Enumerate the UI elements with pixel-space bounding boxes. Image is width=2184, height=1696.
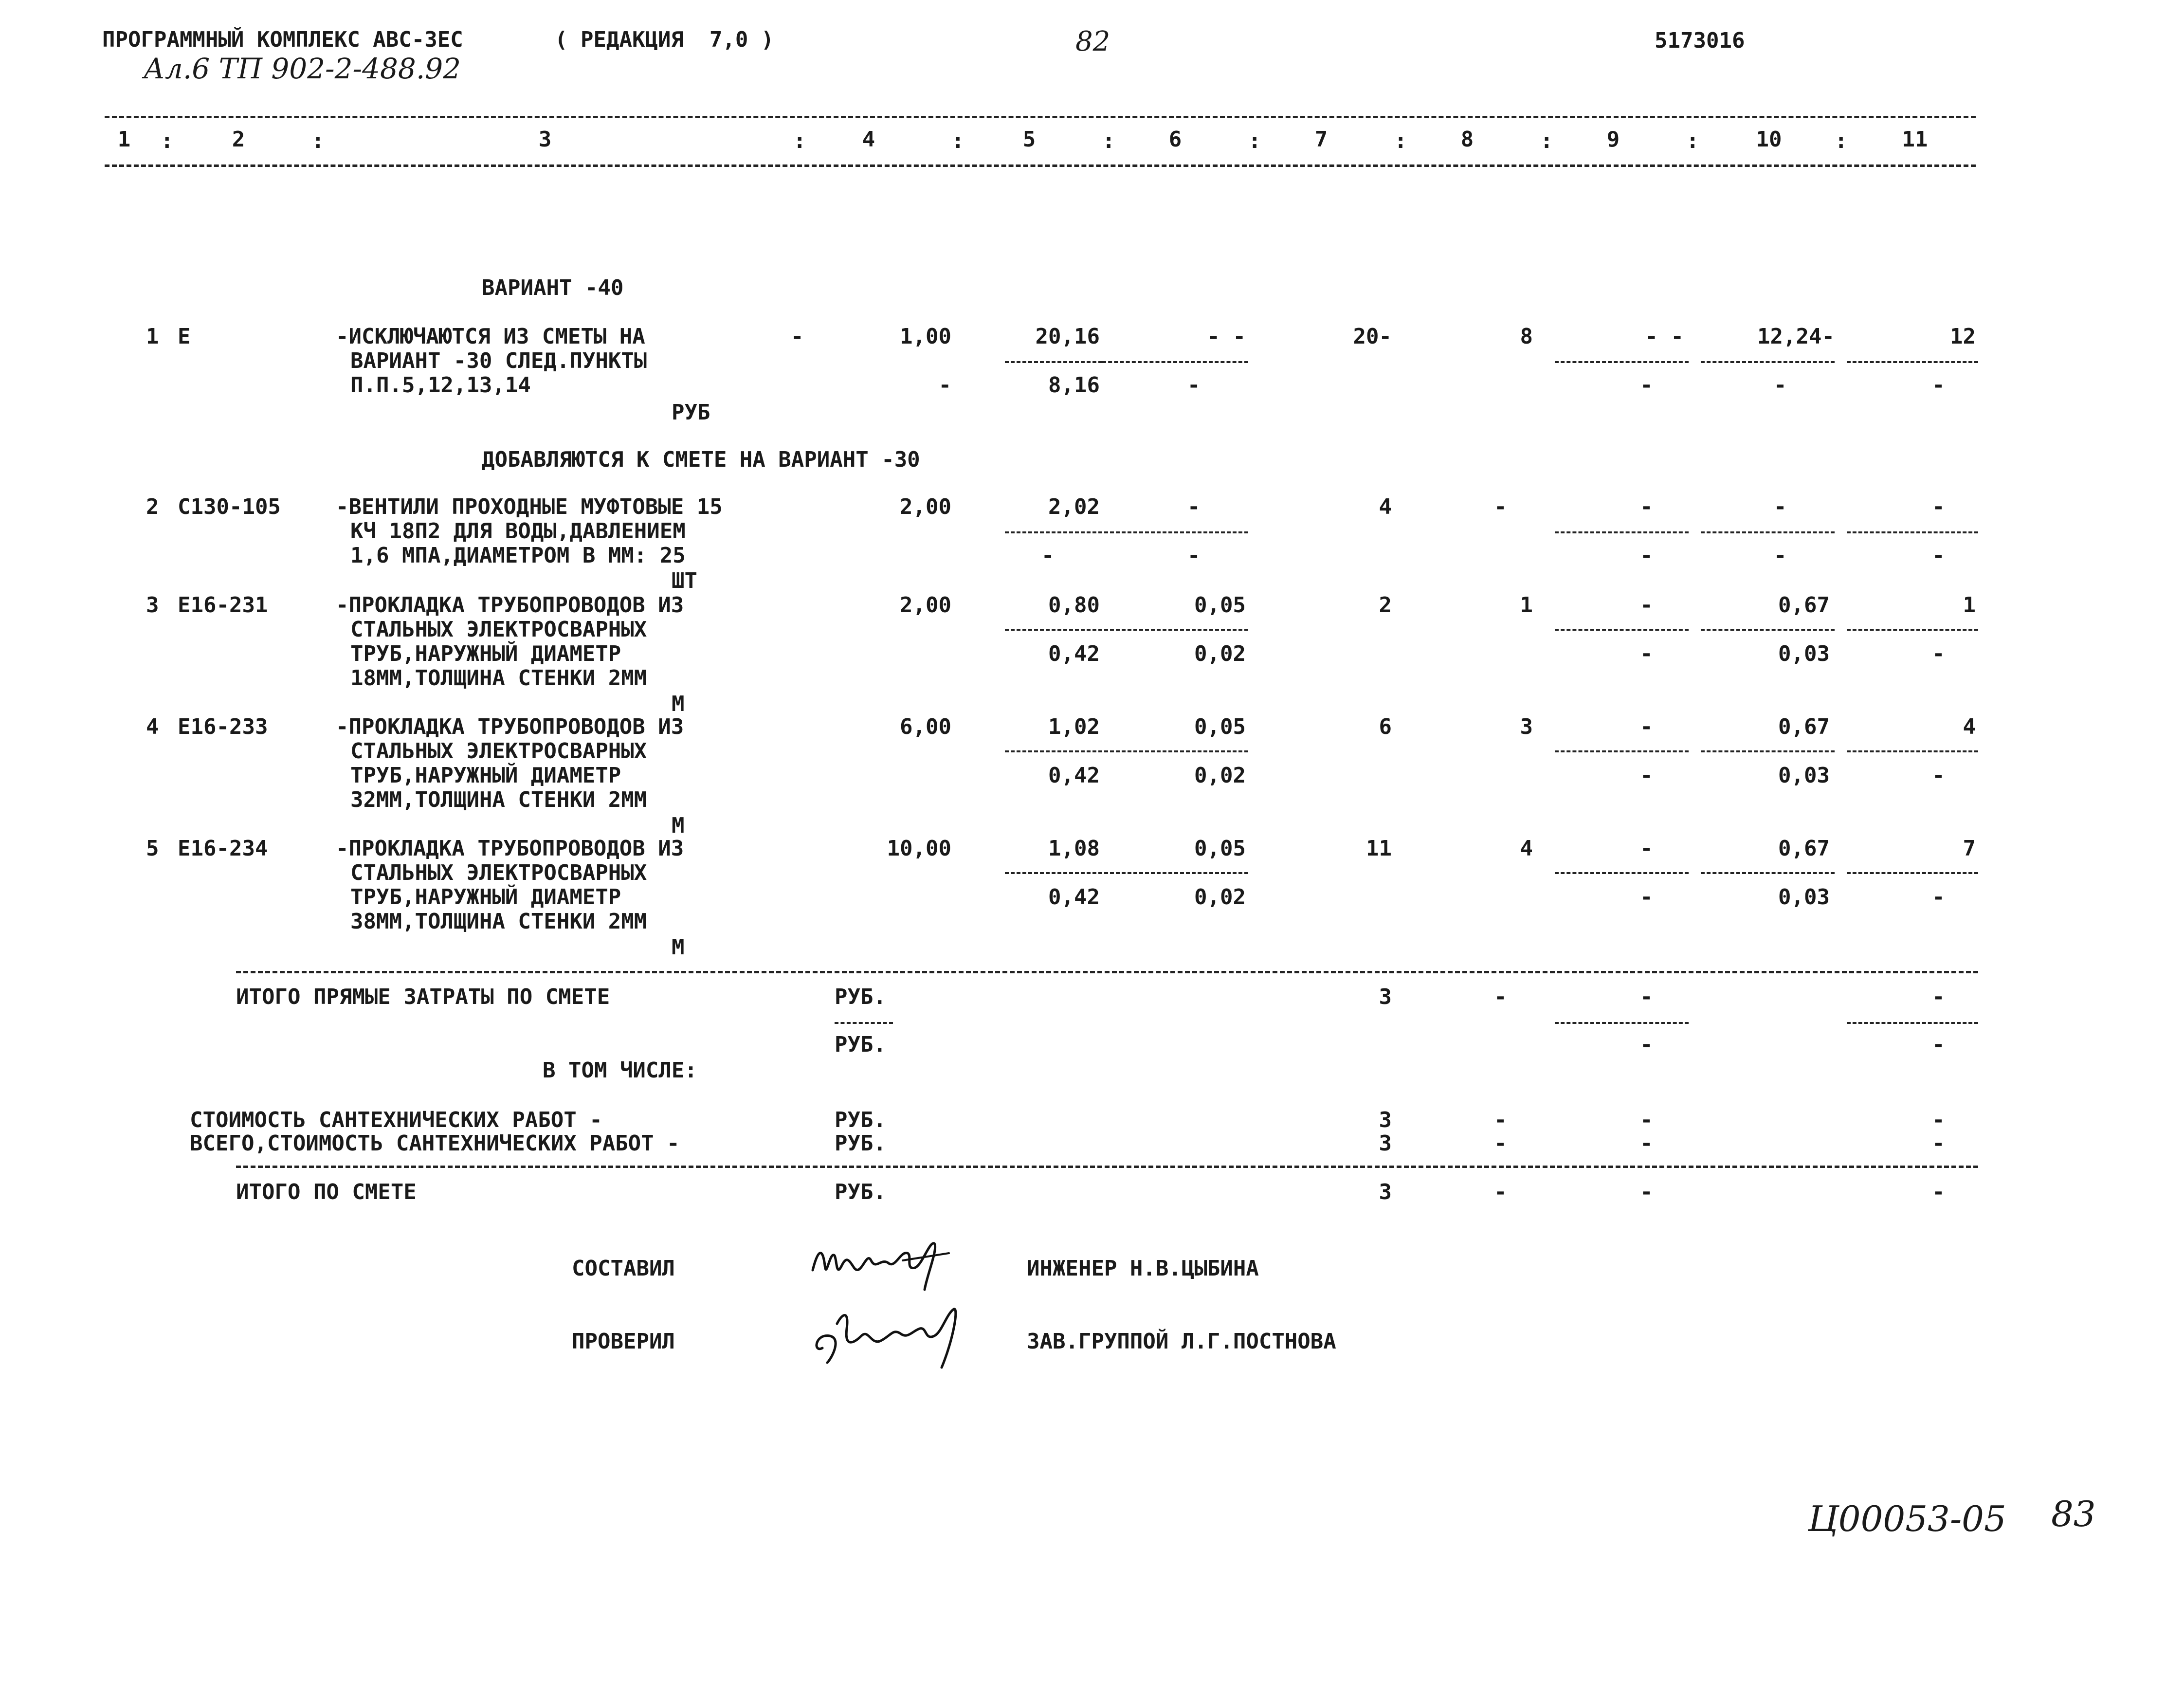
col-sep: : <box>793 128 806 153</box>
item-unit: М <box>672 813 685 838</box>
direct-costs-label: ИТОГО ПРЯМЫЕ ЗАТРАТЫ ПО СМЕТЕ <box>236 985 610 1009</box>
item-c6b: 0,02 <box>1194 885 1246 910</box>
grand-total-c7: 3 <box>1379 1180 1392 1204</box>
section-added: ДОБАВЛЯЮТСЯ К СМЕТЕ НА ВАРИАНТ -30 <box>482 447 920 472</box>
cell-rule <box>1555 629 1689 631</box>
item-c10b: - <box>1774 373 1787 398</box>
col-number-11: 11 <box>1902 127 1928 152</box>
col-number-6: 6 <box>1168 127 1182 152</box>
cell-rule <box>1005 750 1248 752</box>
item-c9b: - <box>1640 543 1653 568</box>
item-c10b: 0,03 <box>1778 885 1830 910</box>
item-c6a: 0,05 <box>1194 836 1246 861</box>
item-text-line: -ПРОКЛАДКА ТРУБОПРОВОДОВ ИЗ <box>336 593 684 618</box>
direct-costs-unit: РУБ. <box>835 985 886 1009</box>
cell-rule <box>1701 531 1835 533</box>
item-c9b: - <box>1640 641 1653 666</box>
cell-rule <box>1555 1022 1689 1024</box>
checked-by: ЗАВ.ГРУППОЙ Л.Г.ПОСТНОВА <box>1027 1329 1336 1354</box>
compiled-by: ИНЖЕНЕР Н.В.ЦЫБИНА <box>1027 1256 1259 1281</box>
cell-rule <box>1555 750 1689 752</box>
item-c6a: - <box>1187 494 1201 519</box>
item-c8: - <box>1494 494 1507 519</box>
total-santech-c8: - <box>1494 1131 1507 1156</box>
checked-label: ПРОВЕРИЛ <box>572 1329 675 1354</box>
cell-rule <box>1005 629 1248 631</box>
item-qty: 1,00 <box>900 324 951 349</box>
item-text-line: КЧ 18П2 ДЛЯ ВОДЫ,ДАВЛЕНИЕМ <box>350 519 686 544</box>
item-unit: ШТ <box>672 568 697 593</box>
cell-rule <box>1102 361 1248 363</box>
item-c11a: 7 <box>1963 836 1976 861</box>
item-c5b: 8,16 <box>1048 373 1100 398</box>
santech-unit: РУБ. <box>835 1108 886 1132</box>
item-number: 2 <box>146 494 159 519</box>
col-sep: : <box>1102 128 1115 153</box>
item-c11b: - <box>1932 885 1945 910</box>
grand-total-c8: - <box>1494 1180 1507 1204</box>
item-text-line: -ПРОКЛАДКА ТРУБОПРОВОДОВ ИЗ <box>336 714 684 739</box>
edition-label: ( РЕДАКЦИЯ 7,0 ) <box>555 27 774 52</box>
item-c6a: 0,05 <box>1194 593 1246 618</box>
item-c8: 1 <box>1520 593 1533 618</box>
cell-rule <box>1701 361 1835 363</box>
handwritten-reference: Ал.6 ТП 902-2-488.92 <box>144 52 461 85</box>
item-text-line: СТАЛЬНЫХ ЭЛЕКТРОСВАРНЫХ <box>350 860 647 885</box>
item-c10a: - <box>1774 494 1787 519</box>
totals-rule <box>236 971 1978 973</box>
santech-c9: - <box>1640 1108 1653 1132</box>
col-sep: : <box>161 128 174 153</box>
direct-costs-c7: 3 <box>1379 985 1392 1009</box>
santech-c8: - <box>1494 1108 1507 1132</box>
item-number: 1 <box>146 324 159 349</box>
item-c9a: - - <box>1645 324 1684 349</box>
direct-costs-c9: - <box>1640 985 1653 1009</box>
grand-total-rule <box>236 1166 1978 1168</box>
cell-rule <box>1555 361 1689 363</box>
item-unit: М <box>672 935 685 960</box>
item-c10b: 0,03 <box>1778 763 1830 788</box>
item-code: Е16-231 <box>178 593 268 618</box>
item-text-line: СТАЛЬНЫХ ЭЛЕКТРОСВАРНЫХ <box>350 617 647 642</box>
item-number: 5 <box>146 836 159 861</box>
item-c5a: 0,80 <box>1048 593 1100 618</box>
grand-total-c9: - <box>1640 1180 1653 1204</box>
item-text-line: 18ММ,ТОЛЩИНА СТЕНКИ 2ММ <box>350 666 647 691</box>
col-number-2: 2 <box>232 127 245 152</box>
item-c7: 4 <box>1379 494 1392 519</box>
item-text-line: СТАЛЬНЫХ ЭЛЕКТРОСВАРНЫХ <box>350 739 647 764</box>
item-text-line: 1,6 МПА,ДИАМЕТРОМ В ММ: 25 <box>350 543 686 568</box>
item-c9b: - <box>1640 763 1653 788</box>
total-santech-c11: - <box>1932 1131 1945 1156</box>
item-text-line: -ВЕНТИЛИ ПРОХОДНЫЕ МУФТОВЫЕ 15 <box>336 494 723 519</box>
cell-rule <box>1847 1022 1978 1024</box>
item-c8: 3 <box>1520 714 1533 739</box>
item-unit: РУБ <box>672 400 710 425</box>
item-c5a: 1,02 <box>1048 714 1100 739</box>
item-qty: 6,00 <box>900 714 951 739</box>
cell-rule <box>1555 531 1689 533</box>
compiled-signature <box>808 1231 964 1299</box>
header-rule-bottom <box>105 164 1976 167</box>
item-c5a: 20,16 <box>1035 324 1100 349</box>
item-c6b: 0,02 <box>1194 641 1246 666</box>
col-number-9: 9 <box>1606 127 1620 152</box>
header-rule-top <box>105 116 1976 118</box>
col-number-7: 7 <box>1314 127 1328 152</box>
item-c5b: - <box>1041 543 1055 568</box>
program-title: ПРОГРАММНЫЙ КОМПЛЕКС АВС-3ЕС <box>102 27 463 52</box>
item-qty: 2,00 <box>900 494 951 519</box>
item-c6a: 0,05 <box>1194 714 1246 739</box>
cell-rule <box>1847 872 1978 874</box>
item-unit: М <box>672 692 685 716</box>
item-code: С130-105 <box>178 494 281 519</box>
item-c10a: 0,67 <box>1778 593 1830 618</box>
item-c11b: - <box>1932 543 1945 568</box>
cell-rule <box>1701 750 1835 752</box>
col-sep: : <box>1835 128 1848 153</box>
item-text-line: 38ММ,ТОЛЩИНА СТЕНКИ 2ММ <box>350 909 647 934</box>
item-qty-sign: - <box>938 373 951 398</box>
item-text-line: 32ММ,ТОЛЩИНА СТЕНКИ 2ММ <box>350 787 647 812</box>
item-c9a: - <box>1640 836 1653 861</box>
col-sep: : <box>1248 128 1261 153</box>
item-c9a: - <box>1640 593 1653 618</box>
col-sep: : <box>1686 128 1699 153</box>
item-c6b: - <box>1187 543 1201 568</box>
item-c7: 6 <box>1379 714 1392 739</box>
santech-c11: - <box>1932 1108 1945 1132</box>
grand-total-label: ИТОГО ПО СМЕТЕ <box>236 1180 417 1204</box>
cell-rule <box>835 1022 893 1024</box>
item-c6b: - <box>1187 373 1201 398</box>
grand-total-unit: РУБ. <box>835 1180 886 1204</box>
cell-rule <box>1701 872 1835 874</box>
cell-rule <box>1701 629 1835 631</box>
section-variant: ВАРИАНТ -40 <box>482 275 624 300</box>
col-number-10: 10 <box>1756 127 1782 152</box>
item-code: Е16-233 <box>178 714 268 739</box>
item-code: Е <box>178 324 191 349</box>
item-text-line: ТРУБ,НАРУЖНЫЙ ДИАМЕТР <box>350 763 621 788</box>
document-code: 5173016 <box>1655 28 1745 53</box>
item-qty: 2,00 <box>900 593 951 618</box>
item-text-line: ТРУБ,НАРУЖНЫЙ ДИАМЕТР <box>350 641 621 666</box>
direct-costs-c11b: - <box>1932 1032 1945 1057</box>
item-qty: 10,00 <box>887 836 951 861</box>
col-sep: : <box>1540 128 1553 153</box>
item-number: 4 <box>146 714 159 739</box>
page-number: 82 <box>1075 26 1110 57</box>
santech-c7: 3 <box>1379 1108 1392 1132</box>
direct-costs-c9b: - <box>1640 1032 1653 1057</box>
item-c10b: - <box>1774 543 1787 568</box>
col-number-5: 5 <box>1022 127 1036 152</box>
cell-rule <box>1005 872 1248 874</box>
santech-label: СТОИМОСТЬ САНТЕХНИЧЕСКИХ РАБОТ - <box>190 1108 602 1132</box>
col-number-3: 3 <box>538 127 552 152</box>
direct-costs-c8: - <box>1494 985 1507 1009</box>
item-c11b: - <box>1932 763 1945 788</box>
item-text-line: ТРУБ,НАРУЖНЫЙ ДИАМЕТР <box>350 885 621 910</box>
direct-costs-unit-2: РУБ. <box>835 1032 886 1057</box>
item-code: Е16-234 <box>178 836 268 861</box>
item-c11b: - <box>1932 641 1945 666</box>
cell-rule <box>1847 361 1978 363</box>
item-c5a: 1,08 <box>1048 836 1100 861</box>
cell-rule <box>1847 531 1978 533</box>
item-text-line: -ПРОКЛАДКА ТРУБОПРОВОДОВ ИЗ <box>336 836 684 861</box>
total-santech-label: ВСЕГО,СТОИМОСТЬ САНТЕХНИЧЕСКИХ РАБОТ - <box>190 1131 680 1156</box>
col-number-8: 8 <box>1460 127 1474 152</box>
total-santech-c9: - <box>1640 1131 1653 1156</box>
total-santech-unit: РУБ. <box>835 1131 886 1156</box>
item-text-line: ВАРИАНТ -30 СЛЕД.ПУНКТЫ <box>350 348 647 373</box>
item-text-line: -ИСКЛЮЧАЮТСЯ ИЗ СМЕТЫ НА <box>336 324 645 349</box>
item-c9a: - <box>1640 494 1653 519</box>
archive-stamp: Ц00053-05 <box>1808 1498 2006 1539</box>
checked-signature <box>808 1295 983 1372</box>
item-c6b: 0,02 <box>1194 763 1246 788</box>
item-c5a: 2,02 <box>1048 494 1100 519</box>
item-c9b: - <box>1640 373 1653 398</box>
cell-rule <box>1005 531 1248 533</box>
item-c7: 11 <box>1366 836 1392 861</box>
item-c9b: - <box>1640 885 1653 910</box>
item-c7: 2 <box>1379 593 1392 618</box>
item-c6a: - - <box>1207 324 1246 349</box>
cell-rule <box>1005 361 1102 363</box>
item-text-line: П.П.5,12,13,14 <box>350 373 531 398</box>
item-c9a: - <box>1640 714 1653 739</box>
including-label: В ТОМ ЧИСЛЕ: <box>543 1058 697 1083</box>
item-c11a: 1 <box>1963 593 1976 618</box>
col-sep: : <box>951 128 965 153</box>
item-c10a: 12,24- <box>1757 324 1835 349</box>
item-c8: 4 <box>1520 836 1533 861</box>
item-c10b: 0,03 <box>1778 641 1830 666</box>
item-c11a: 12 <box>1950 324 1976 349</box>
col-number-4: 4 <box>862 127 875 152</box>
item-c7: 20- <box>1353 324 1392 349</box>
item-c5b: 0,42 <box>1048 763 1100 788</box>
item-number: 3 <box>146 593 159 618</box>
compiled-label: СОСТАВИЛ <box>572 1256 675 1281</box>
grand-total-c11: - <box>1932 1180 1945 1204</box>
direct-costs-c11: - <box>1932 985 1945 1009</box>
total-santech-c7: 3 <box>1379 1131 1392 1156</box>
item-sign: - <box>791 324 804 349</box>
item-c5b: 0,42 <box>1048 885 1100 910</box>
cell-rule <box>1847 750 1978 752</box>
item-c11b: - <box>1932 373 1945 398</box>
item-c5b: 0,42 <box>1048 641 1100 666</box>
item-c10a: 0,67 <box>1778 714 1830 739</box>
cell-rule <box>1847 629 1978 631</box>
item-c11a: 4 <box>1963 714 1976 739</box>
item-c11a: - <box>1932 494 1945 519</box>
cell-rule <box>1555 872 1689 874</box>
col-sep: : <box>311 128 325 153</box>
item-c10a: 0,67 <box>1778 836 1830 861</box>
col-number-1: 1 <box>117 127 131 152</box>
sheet-number: 83 <box>2051 1494 2096 1534</box>
col-sep: : <box>1394 128 1407 153</box>
item-c8: 8 <box>1520 324 1533 349</box>
